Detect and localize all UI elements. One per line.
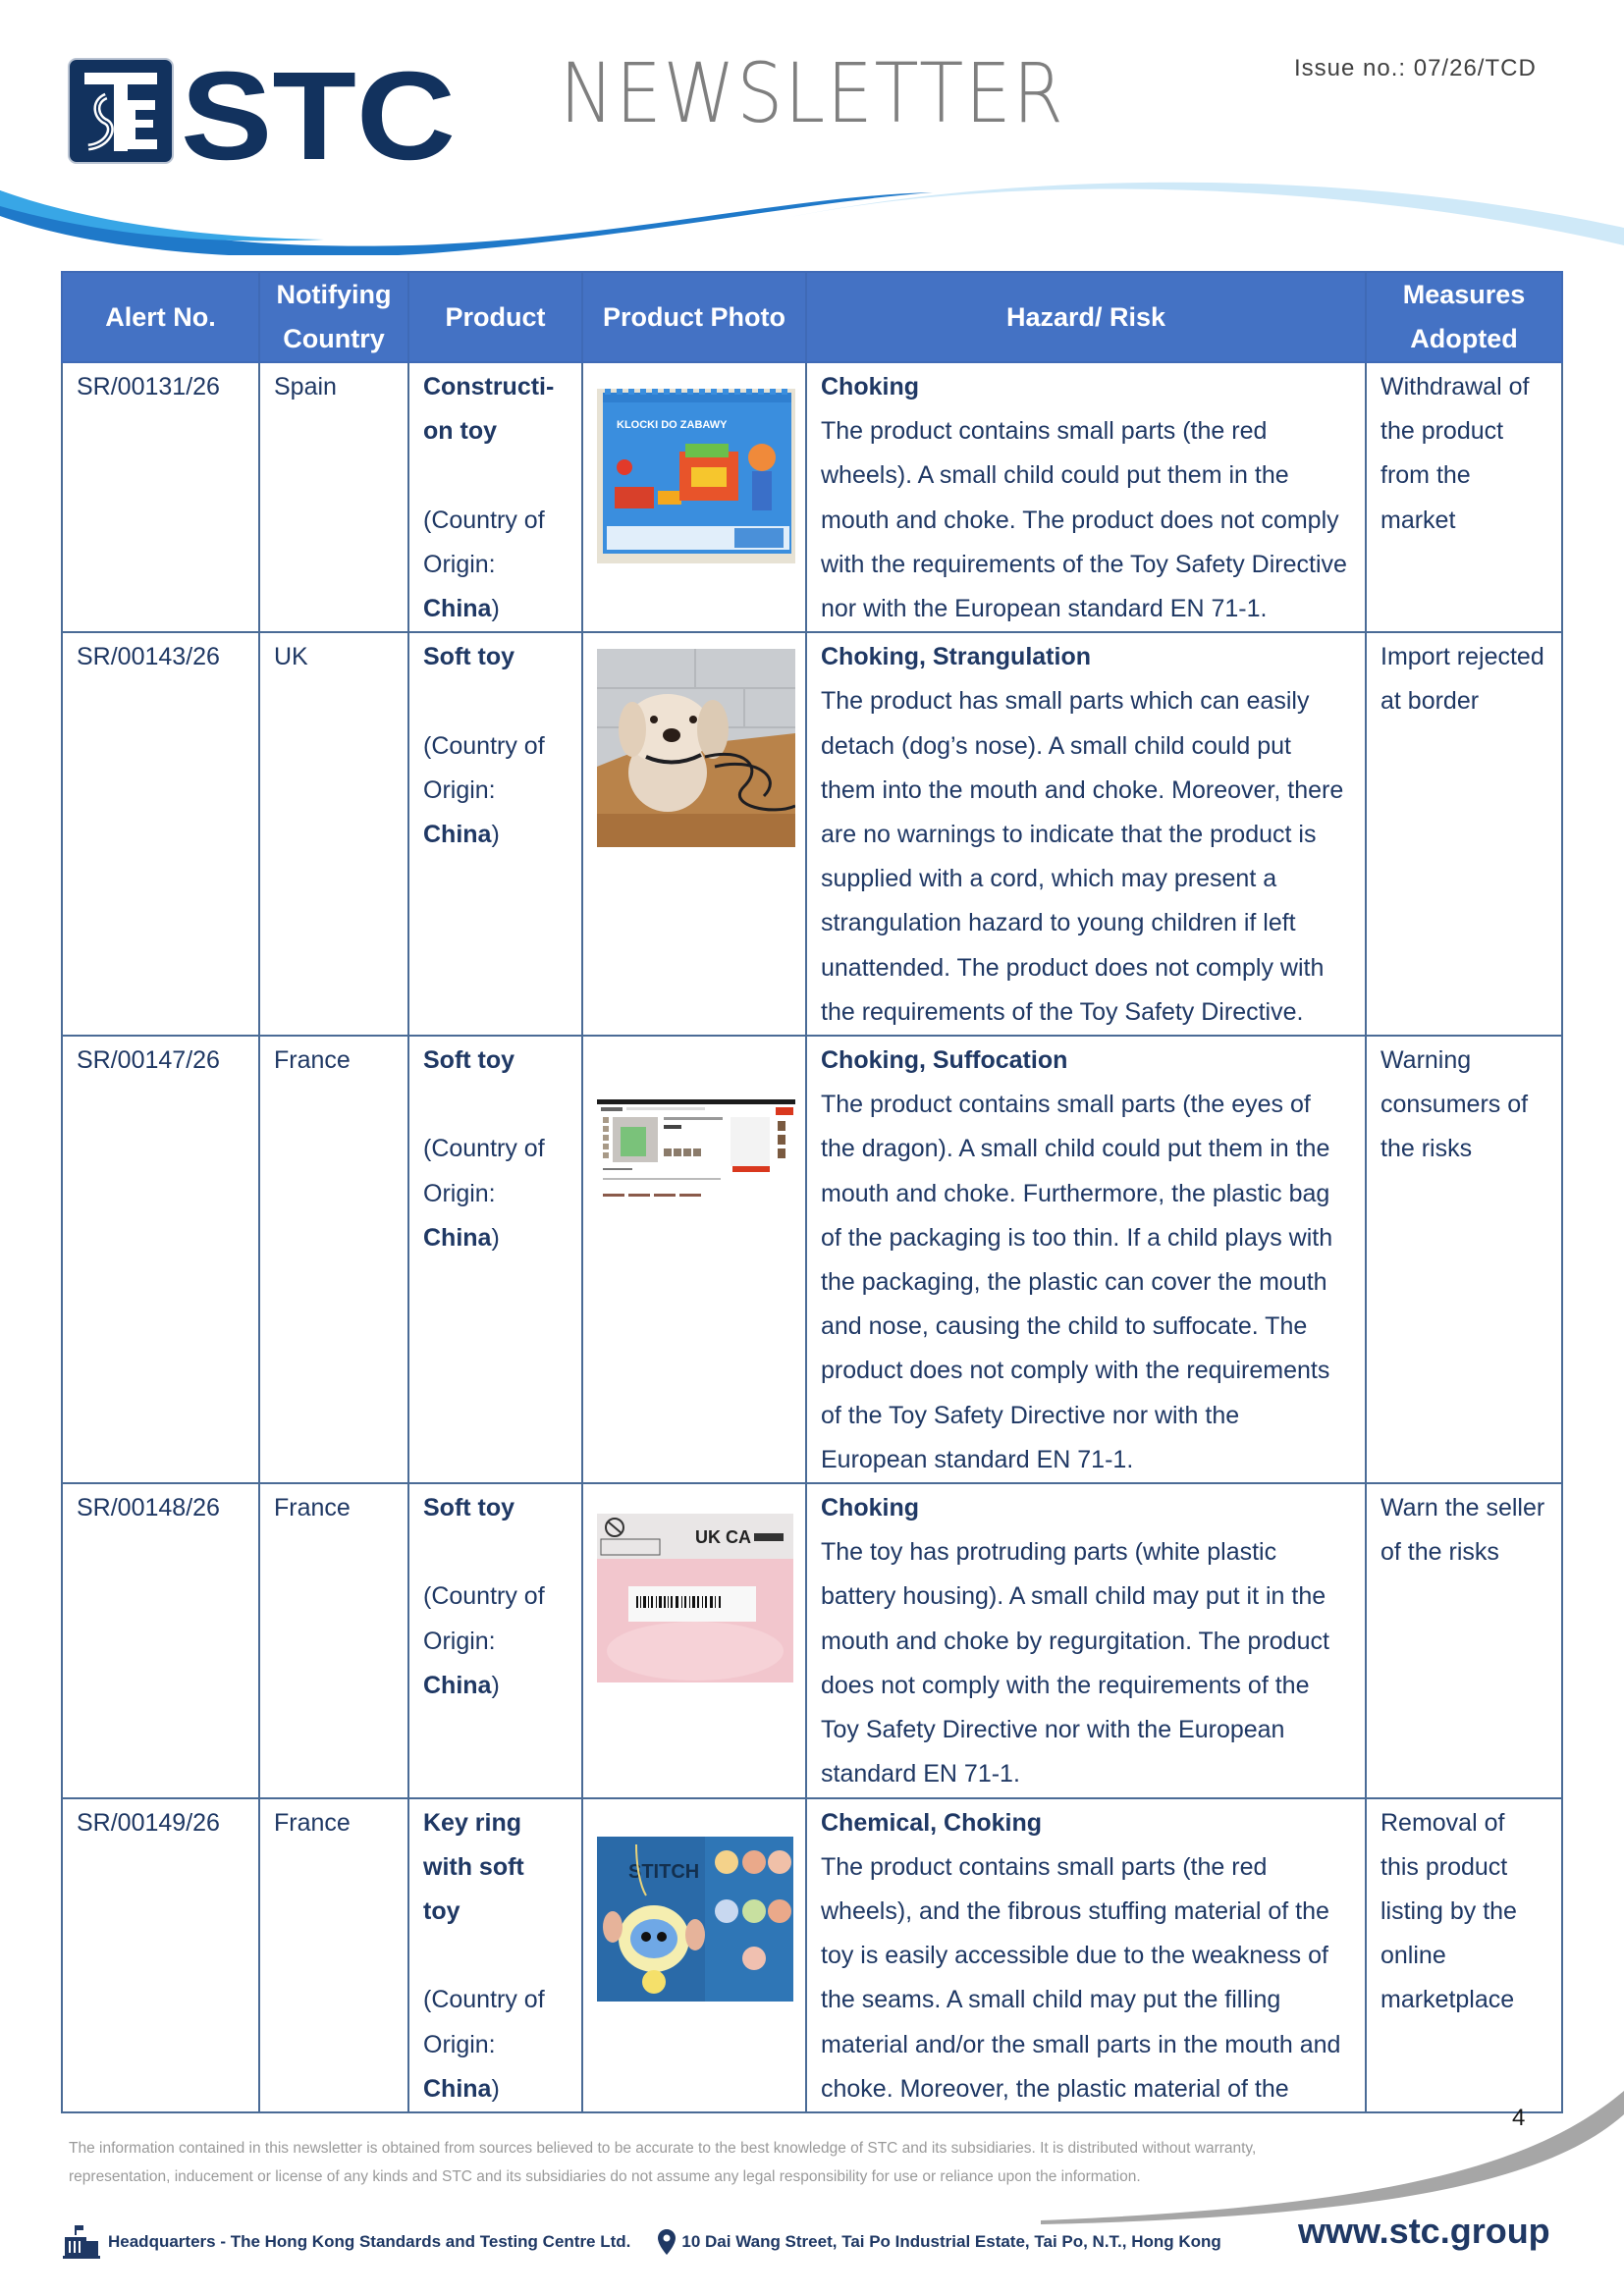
measures-adopted: Import rejected at border — [1366, 632, 1562, 1036]
table-row — [62, 362, 1562, 632]
origin-suffix: ) — [491, 821, 500, 849]
location-pin-icon — [658, 2229, 676, 2255]
hazard-risk-cell — [806, 632, 1366, 1036]
hazard-description: The product contains small parts (the red wheels). A small child could put them in the mouth and choke. The product does not comply with the requirements of the Toy Safety Directive nor with the European standard EN 71-1. — [821, 417, 1347, 623]
origin-country: China — [423, 1223, 492, 1252]
hazard-risk-cell — [806, 362, 1366, 632]
product-name: Soft toy — [423, 643, 515, 671]
disclaimer-text: The information contained in this newsletter is obtained from sources believed to be accurate to the best knowledge of STC and its subsidiaries. It is distributed without warranty, representation, inducement or license of any kinds and STC and its subsidiaries do not assume any legal responsibility for use or reliance upon the information. — [69, 2140, 1257, 2185]
plush-dog-photo — [597, 649, 795, 847]
address-label: 10 Dai Wang Street, Tai Po Industrial Estate, Tai Po, N.T., Hong Kong — [681, 2232, 1221, 2251]
origin-label: Origin: — [423, 1179, 496, 1207]
hazard-title: Choking — [821, 373, 919, 400]
pink-plush-packaging-photo — [597, 1514, 793, 1682]
column-header-line: Notifying — [276, 280, 392, 309]
table-header-row — [62, 272, 1562, 362]
newsletter-title: NEWSLETTER — [560, 45, 1065, 141]
product-name: on toy — [423, 417, 497, 446]
hazard-title: Choking — [821, 1494, 919, 1522]
photo-caption: KLOCKI DO ZABAWY — [617, 419, 728, 431]
column-header-line: Measures — [1402, 280, 1526, 309]
origin-suffix: ) — [491, 1223, 500, 1252]
table-row — [62, 1036, 1562, 1483]
hazard-title: Chemical, Choking — [821, 1808, 1043, 1837]
address-info — [658, 2229, 1220, 2255]
product-photo-cell — [582, 1798, 806, 2112]
notifying-country: France — [259, 1798, 408, 2112]
hazard-description: The product has small parts which can easily detach (dog’s nose). A small child could put them into the mouth and choke. Moreover, there are no warnings to indicate that the product is supplied with a cord, which may present a strangulation hazard to young children if left unattended. The product does not comply with the requirements of the Toy Safety Directive. — [821, 687, 1344, 1026]
measures-adopted: Withdrawal of the product from the market — [1366, 362, 1562, 632]
product-name: Constructi- — [423, 373, 555, 400]
key-ring-plush-photo — [597, 1837, 793, 2002]
hazard-description: The product contains small parts (the red wheels), and the fibrous stuffing material of the toy is easily accessible due to the weakness of the seams. A small child may put the filling material and/or the small parts in the mouth and choke. Moreover, the plastic material of the — [821, 1852, 1341, 2103]
measures-adopted: Warn the seller of the risks — [1366, 1483, 1562, 1797]
origin-suffix: ) — [491, 1671, 500, 1699]
table-row — [62, 1483, 1562, 1797]
origin-prefix: (Country of — [423, 731, 545, 760]
hazard-title: Choking, Suffocation — [821, 1046, 1068, 1075]
origin-suffix: ) — [491, 595, 500, 622]
product-name: with soft — [423, 1852, 524, 1881]
origin-country: China — [423, 2074, 492, 2103]
product-name: Key ring — [423, 1808, 522, 1837]
product-photo-cell — [582, 362, 806, 632]
issue-number: Issue no.: 07/26/TCD — [1294, 55, 1537, 81]
measures-adopted: Warning consumers of the risks — [1366, 1036, 1562, 1483]
origin-prefix: (Country of — [423, 1135, 545, 1163]
alert-number: SR/00131/26 — [62, 362, 259, 632]
photo-caption: STITCH — [628, 1860, 700, 1883]
table-row — [62, 1798, 1562, 2112]
building-icon — [63, 2225, 100, 2259]
notifying-country: France — [259, 1483, 408, 1797]
measures-adopted: Removal of this product listing by the online marketplace — [1366, 1798, 1562, 2112]
product-cell — [408, 1036, 582, 1483]
column-header-notifying-country — [259, 272, 408, 362]
origin-label: Origin: — [423, 550, 496, 578]
footer-contact — [63, 2222, 1221, 2262]
stc-logo — [67, 57, 460, 165]
photo-caption: UK CA — [695, 1527, 751, 1548]
column-header-product-photo: Product Photo — [582, 272, 806, 362]
page-number: 4 — [1512, 2105, 1526, 2131]
column-header-measures-adopted — [1366, 272, 1562, 362]
alert-number: SR/00143/26 — [62, 632, 259, 1036]
origin-suffix: ) — [491, 2074, 500, 2103]
table-row — [62, 632, 1562, 1036]
origin-prefix: (Country of — [423, 1986, 545, 2014]
safety-alerts-table — [61, 271, 1563, 2113]
online-listing-screenshot-photo — [597, 1099, 795, 1205]
origin-label: Origin: — [423, 1627, 496, 1655]
alert-number: SR/00147/26 — [62, 1036, 259, 1483]
origin-label: Origin: — [423, 775, 496, 804]
column-header-product: Product — [408, 272, 582, 362]
origin-label: Origin: — [423, 2030, 496, 2058]
logo-wordmark: STC — [181, 57, 456, 165]
notifying-country: Spain — [259, 362, 408, 632]
column-header-line: Adopted — [1410, 324, 1518, 353]
product-photo-cell — [582, 1483, 806, 1797]
column-header-line: Country — [283, 324, 385, 353]
header-wave-decoration — [0, 177, 1624, 255]
hazard-description: The toy has protruding parts (white plastic battery housing). A small child may put it in the mouth and choke by regurgitation. The product does not comply with the requirements of the Toy Safety Directive nor with the European standard EN 71-1. — [821, 1538, 1329, 1789]
origin-country: China — [423, 821, 492, 849]
origin-country: China — [423, 1671, 492, 1699]
website-link[interactable]: www.stc.group — [1298, 2211, 1550, 2251]
product-name: Soft toy — [423, 1046, 515, 1075]
product-name: Soft toy — [423, 1494, 515, 1522]
product-cell — [408, 632, 582, 1036]
origin-prefix: (Country of — [423, 506, 545, 534]
headquarters-info — [63, 2225, 630, 2259]
origin-country: China — [423, 595, 492, 622]
alert-number: SR/00148/26 — [62, 1483, 259, 1797]
product-photo-cell — [582, 632, 806, 1036]
hazard-description: The product contains small parts (the eyes of the dragon). A small child could put them in the mouth and choke. Furthermore, the plastic bag of the packaging is too thin. If a child plays with the packaging, the plastic can cover the mouth and nose, causing the child to suffocate. The product does not comply with the requirements of the Toy Safety Directive nor with the European standard EN 71-1. — [821, 1091, 1333, 1473]
hazard-risk-cell — [806, 1798, 1366, 2112]
product-cell — [408, 362, 582, 632]
origin-prefix: (Country of — [423, 1582, 545, 1611]
column-header-alert-no: Alert No. — [62, 272, 259, 362]
hazard-risk-cell — [806, 1036, 1366, 1483]
alert-number: SR/00149/26 — [62, 1798, 259, 2112]
product-cell — [408, 1798, 582, 2112]
product-cell — [408, 1483, 582, 1797]
product-name: toy — [423, 1896, 460, 1925]
column-header-hazard-risk: Hazard/ Risk — [806, 272, 1366, 362]
notifying-country: France — [259, 1036, 408, 1483]
notifying-country: UK — [259, 632, 408, 1036]
headquarters-label: Headquarters - The Hong Kong Standards and Testing Centre Ltd. — [108, 2232, 631, 2251]
hazard-title: Choking, Strangulation — [821, 643, 1091, 671]
product-photo-cell — [582, 1036, 806, 1483]
construction-toy-box-photo — [597, 389, 795, 563]
hazard-risk-cell — [806, 1483, 1366, 1797]
